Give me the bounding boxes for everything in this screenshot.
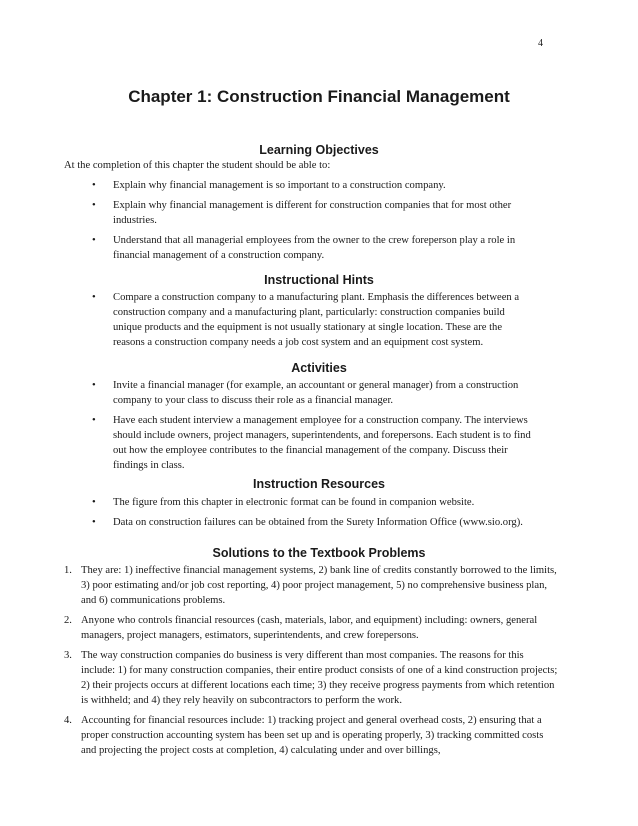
list-item: • Data on construction failures can be obtained from the Surety Information Office (www.sio.org). — [92, 517, 523, 528]
learning-objectives-heading: Learning Objectives — [259, 143, 379, 157]
solutions-list — [64, 563, 559, 763]
list-item: • Explain why financial management is so important to a construction company. — [92, 180, 446, 191]
instructional-hints-heading: Instructional Hints — [264, 273, 374, 287]
activities-heading: Activities — [291, 361, 347, 375]
list-item: • Compare a construction company to a manufacturing plant. Emphasis the differences between a construction company and a manufacturing plant, particularly: construction companies build unique products and the equipment is not usually stationary at single location. These are the reasons a construction company needs a job cost system and an equipment cost system. — [92, 292, 520, 348]
instruction-resources-list — [92, 495, 553, 535]
learning-objectives-list — [92, 178, 533, 268]
activities-list — [92, 378, 533, 478]
solutions-heading: Solutions to the Textbook Problems — [212, 546, 426, 560]
page-number: 4 — [538, 38, 543, 49]
list-item: • Have each student interview a management employee for a construction company. The interviews should include owners, project managers, superintendents, and forepersons. Each student is to find out how the employee contributes to the financial management of the company. Discuss their findings in class. — [92, 415, 531, 471]
list-item: 1. They are: 1) ineffective financial management systems, 2) bank line of credits constantly borrowed to the limits, 3) poor estimating and/or job cost reporting, 4) poor project management, 5) no comprehensive business plan, and 6) communications problems. — [64, 565, 557, 606]
learning-objectives-intro: At the completion of this chapter the student should be able to: — [64, 160, 331, 171]
list-item: 3. The way construction companies do business is very different than most companies. The reasons for this include: 1) for many construction companies, their entire product consists of one of a kind construction projects; 2) their projects occurs at different locations each time; 3) they receive progress payments from which retention is withheld; and 4) they rely heavily on subcontractors to perform the work. — [64, 650, 558, 706]
instructional-hints-list — [92, 290, 533, 355]
chapter-title: Chapter 1: Construction Financial Management — [128, 87, 510, 106]
list-item: 4. Accounting for financial resources include: 1) tracking project and general overhead costs, 2) ensuring that a proper construction accounting system has been set up and is operating properly, 3) tracking committed costs and projecting the project costs at completion, 4) calculating under and over billings, — [64, 715, 544, 756]
list-item: • Understand that all managerial employees from the owner to the crew foreperson play a role in financial management of a construction company. — [92, 235, 516, 261]
list-item: • The figure from this chapter in electronic format can be found in companion website. — [92, 497, 475, 508]
list-item: • Invite a financial manager (for example, an accountant or general manager) from a construction company to your class to discuss their role as a financial manager. — [92, 380, 519, 406]
list-item: • Explain why financial management is different for construction companies that for most other industries. — [92, 200, 512, 226]
list-item: 2. Anyone who controls financial resources (cash, materials, labor, and equipment) including: owners, general managers, project managers, estimators, superintendents, and crew forepersons. — [64, 615, 538, 641]
instruction-resources-heading: Instruction Resources — [253, 477, 385, 491]
